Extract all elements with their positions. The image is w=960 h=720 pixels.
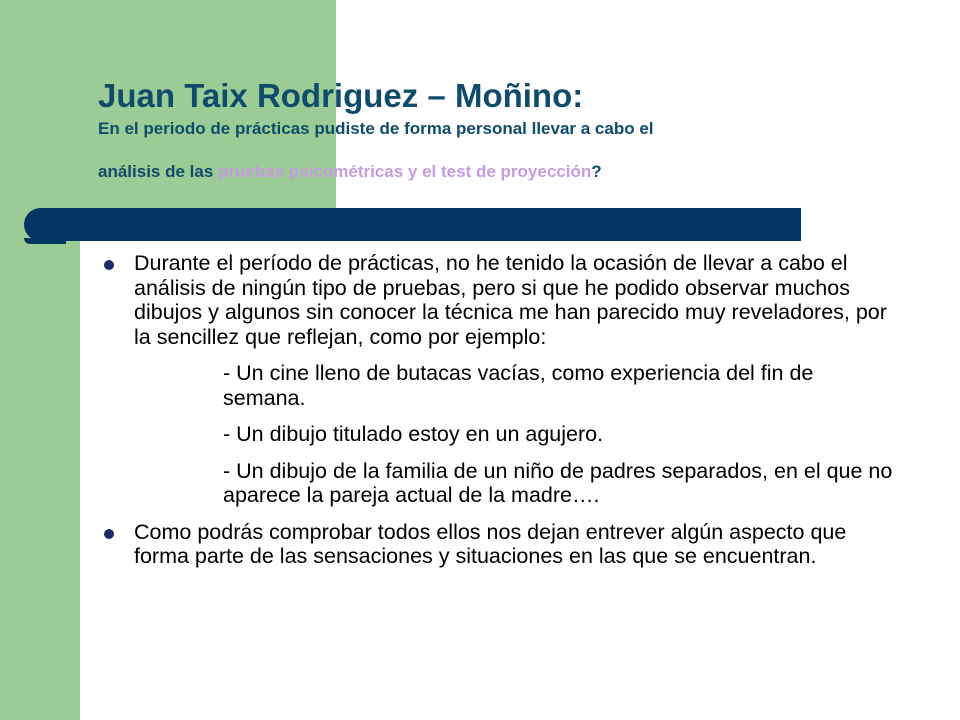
slide-title-block (98, 78, 858, 186)
subtitle-line-2 (98, 158, 858, 186)
slide-body (104, 251, 894, 569)
subtitle-end: ? (591, 162, 602, 181)
subtitle-highlight: pruebas psicométricas y el test de proyección (218, 162, 592, 181)
bullet-dot-icon (104, 260, 114, 270)
bullet-text: Durante el período de prácticas, no he tenido la ocasión de llevar a cabo el análisis de ningún tipo de pruebas, pero si que he podido observar muchos dibujos y algunos sin conocer la técnica me han parecido muy reveladores, por la sencillez que reflejan, como por ejemplo: (134, 251, 887, 349)
bullet-dot-icon (104, 529, 114, 539)
sub-item: - Un dibujo de la familia de un niño de padres separados, en el que no aparece la pareja actual de la madre…. (223, 458, 893, 507)
bullet-item (104, 251, 894, 508)
subtitle-line-1: En el periodo de prácticas pudiste de forma personal llevar a cabo el (98, 119, 654, 138)
sub-item: - Un cine lleno de butacas vacías, como experiencia del fin de semana. (223, 361, 814, 410)
subtitle-prefix: análisis de las (98, 162, 219, 181)
slide-subtitle (98, 115, 858, 186)
decorative-divider-bar-tail (24, 238, 66, 244)
bullet-text: Como podrás comprobar todos ellos nos dejan entrever algún aspecto que forma parte de las sensaciones y situaciones en las que se encuentran. (134, 519, 847, 568)
decorative-divider-bar (24, 208, 801, 241)
bullet-item (104, 520, 894, 569)
slide-title: Juan Taix Rodriguez – Moñino: (98, 77, 584, 114)
sub-item: - Un dibujo titulado estoy en un agujero. (223, 422, 604, 446)
